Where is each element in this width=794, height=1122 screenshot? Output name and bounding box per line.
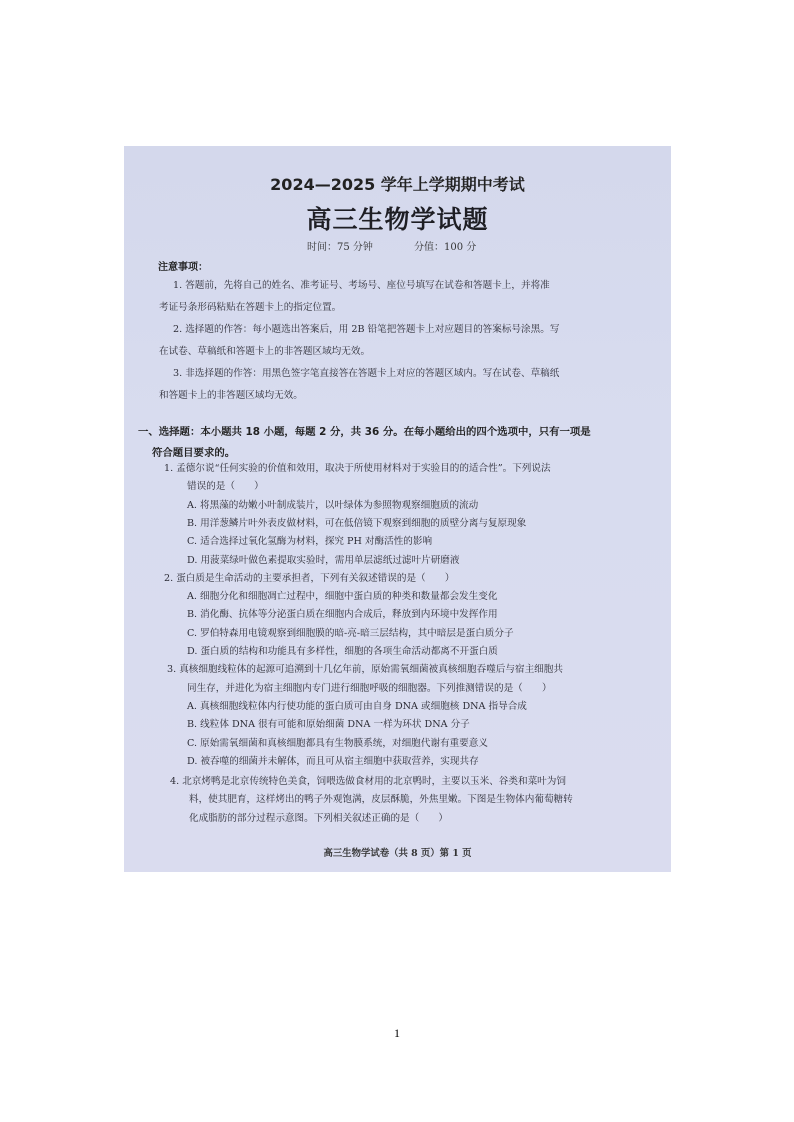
question-option: D. 用菠菜绿叶做色素提取实验时，需用单层滤纸过滤叶片研磨液 [187,554,460,566]
section-heading-line: 一、选择题：本小题共 18 小题，每题 2 分，共 36 分。在每小题给出的四个选项中，只有一项是 [138,426,591,438]
exam-score: 分值：100 分 [414,242,477,253]
question-option: B. 线粒体 DNA 很有可能和原始细菌 DNA 一样为环状 DNA 分子 [187,719,470,731]
notes-line: 2. 选择题的作答：每小题选出答案后，用 2B 铅笔把答题卡上对应题目的答案标号涂黑。写 [173,324,560,335]
question-option: B. 用洋葱鳞片叶外表皮做材料，可在低倍镜下观察到细胞的质壁分离与复原现象 [187,517,527,529]
question-option: D. 蛋白质的结构和功能具有多样性，细胞的各项生命活动都离不开蛋白质 [187,646,498,657]
notes-heading: 注意事项： [158,262,208,273]
question-stem: 同生存，并进化为宿主细胞内专门进行细胞呼吸的细胞器。下列推测错误的是（ ） [187,682,552,694]
subject-title: 高三生物学试题 [306,205,489,234]
question-stem: 1. 孟德尔说“任何实验的价值和效用，取决于所使用材料对于实验目的的适合性”。下列说法 [164,463,551,474]
question-stem: 料，使其肥育，这样烤出的鸭子外观饱满，皮层酥脆，外焦里嫩。下图是生物体内葡萄糖转 [189,794,573,806]
exam-title: 2024—2025 学年上学期期中考试 [270,175,525,194]
notes-line: 1. 答题前，先将自己的姓名、准考证号、考场号、座位号填写在试卷和答题卡上，并将准 [173,280,550,291]
question-stem: 4. 北京烤鸭是北京传统特色美食，饲喂选做食材用的北京鸭时，主要以玉米、谷类和菜叶为饲 [170,776,566,788]
notes-line: 3. 非选择题的作答：用黑色签字笔直接答在答题卡上对应的答题区域内。写在试卷、草稿纸 [173,368,560,379]
notes-line: 考证号条形码粘贴在答题卡上的指定位置。 [159,302,342,313]
question-option: C. 罗伯特森用电镜观察到细胞膜的暗-亮-暗三层结构，其中暗层是蛋白质分子 [187,627,514,639]
question-option: C. 原始需氧细菌和真核细胞都具有生物膜系统，对细胞代谢有重要意义 [187,737,488,749]
exam-time: 时间：75 分钟 [307,242,373,253]
question-stem: 2. 蛋白质是生命活动的主要承担者，下列有关叙述错误的是（ ） [164,572,455,584]
notes-line: 在试卷、草稿纸和答题卡上的非答题区域均无效。 [159,346,371,357]
section-heading [138,422,658,464]
question-stem: 3. 真核细胞线粒体的起源可追溯到十几亿年前，原始需氧细菌被真核细胞吞噬后与宿主细胞共 [167,664,563,676]
page-number: 1 [394,1026,400,1040]
section-heading-line: 符合题目要求的。 [152,447,236,459]
page-footer: 高三生物学试卷（共 8 页）第 1 页 [323,848,472,859]
question-option: A. 细胞分化和细胞凋亡过程中，细胞中蛋白质的种类和数量都会发生变化 [187,591,498,603]
question-stem: 错误的是（ ） [187,481,264,493]
question-option: A. 将黑藻的幼嫩小叶制成装片，以叶绿体为参照物观察细胞质的流动 [187,499,479,511]
question-option: A. 真核细胞线粒体内行使功能的蛋白质可由自身 DNA 或细胞核 DNA 指导合成 [187,700,527,712]
notes-line: 和答题卡上的非答题区域均无效。 [159,390,303,401]
question-option: B. 消化酶、抗体等分泌蛋白质在细胞内合成后，释放到内环境中发挥作用 [187,609,498,621]
question-stem: 化成脂肪的部分过程示意图。下列相关叙述正确的是（ ） [189,812,449,824]
question-option: D. 被吞噬的细菌并未解体，而且可从宿主细胞中获取营养，实现共存 [187,755,479,767]
exam-paper-photo [124,146,671,872]
question-option: C. 适合选择过氧化氢酶为材料，探究 PH 对酶活性的影响 [187,536,433,548]
